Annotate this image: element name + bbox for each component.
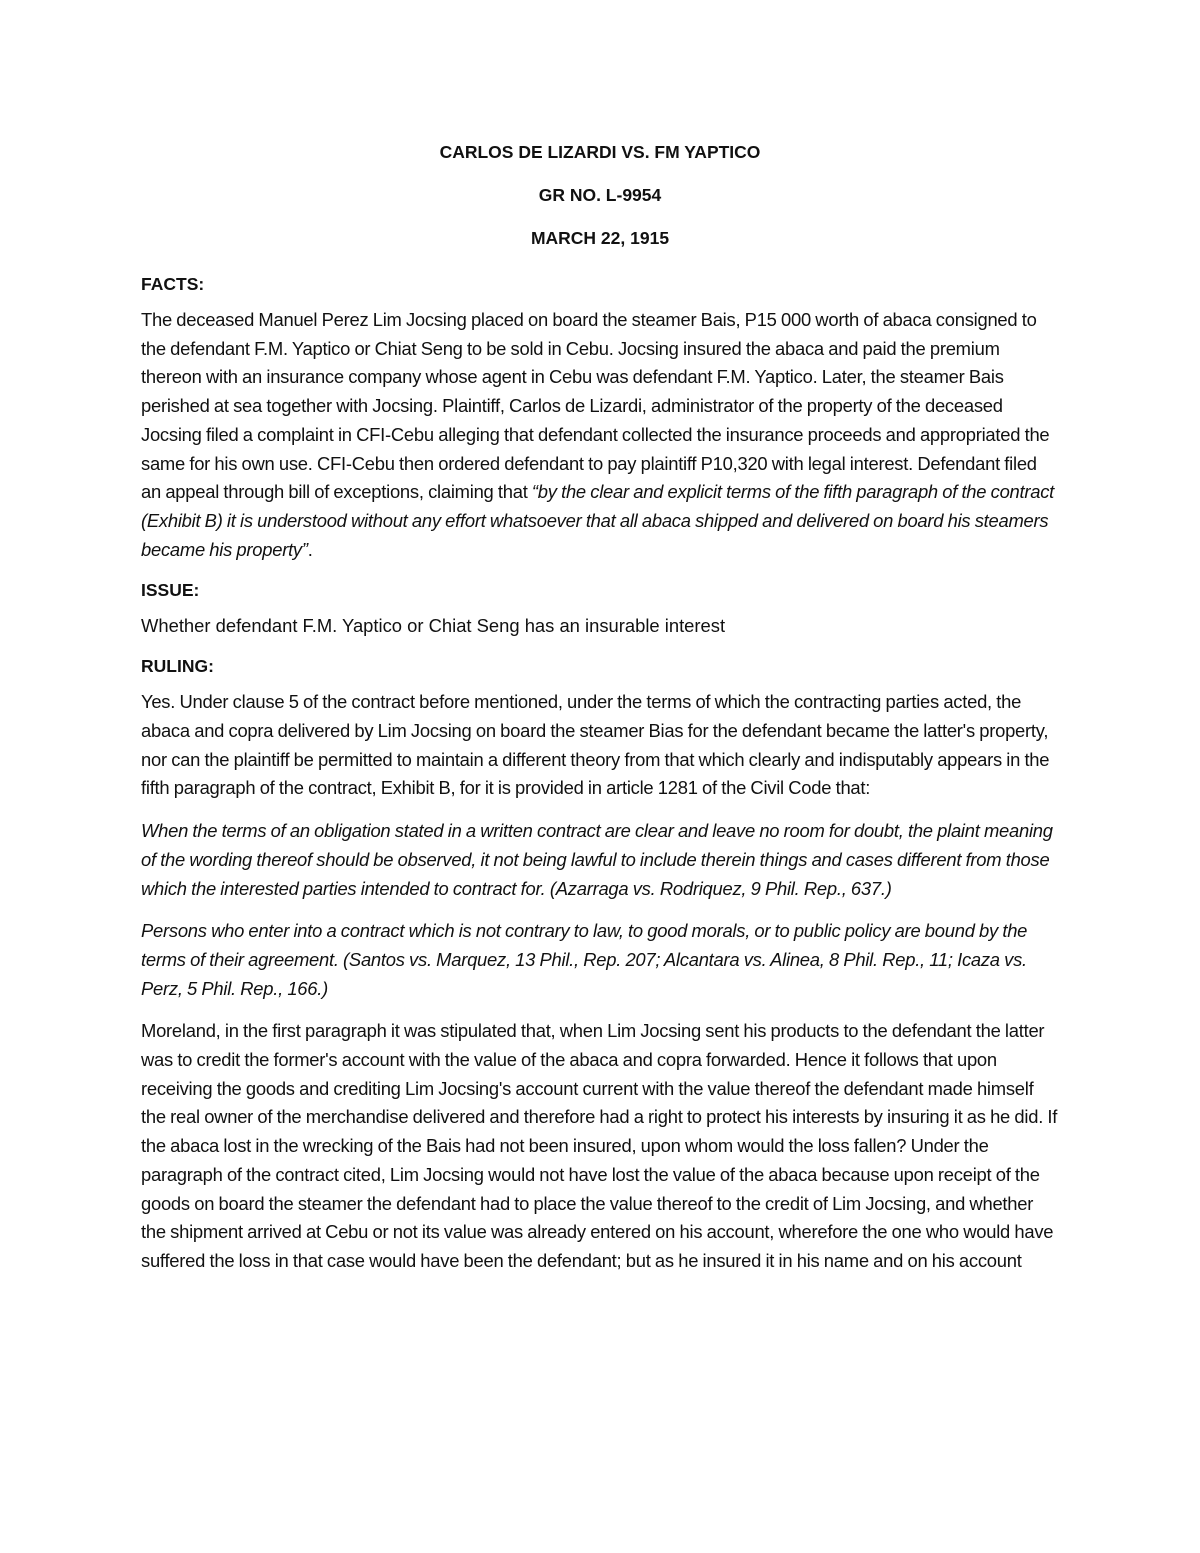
- ruling-paragraph-1: Yes. Under clause 5 of the contract before mentioned, under the terms of which the contracting parties acted, the abaca and copra delivered by Lim Jocsing on board the steamer Bias for the defendant became the latter's property, nor can the plaintiff be permitted to maintain a different theory from that which clearly and indisputably appears in the fifth paragraph of the contract, Exhibit B, for it is provided in article 1281 of the Civil Code that:: [141, 691, 1050, 799]
- case-gr-number: GR NO. L-9954: [538, 185, 662, 205]
- case-date: MARCH 22, 1915: [530, 228, 670, 248]
- facts-end: .: [307, 538, 313, 560]
- case-title: CARLOS DE LIZARDI VS. FM YAPTICO: [439, 142, 761, 162]
- ruling-heading: RULING:: [141, 656, 214, 677]
- ruling-quote-2: Persons who enter into a contract which is not contrary to law, to good morals, or to public policy are bound by the terms of their agreement. (Santos vs. Marquez, 13 Phil., Rep. 207; Alcantara vs. Alinea, 8 Phil. Rep., 11; Icaza vs. Perz, 5 Phil. Rep., 166.): [141, 920, 1028, 999]
- facts-paragraph: [141, 306, 1059, 564]
- issue-heading: ISSUE:: [141, 580, 200, 601]
- ruling-paragraph-2: Moreland, in the first paragraph it was stipulated that, when Lim Jocsing sent his products to the defendant the latter was to credit the former's account with the value of the abaca and copra forwarded. Hence it follows that upon receiving the goods and crediting Lim Jocsing's account current with the value thereof the defendant made himself the real owner of the merchandise delivered and therefore had a right to protect his interests by insuring it as he did. If the abaca lost in the wrecking of the Bais had not been insured, upon whom would the loss fallen? Under the paragraph of the contract cited, Lim Jocsing would not have lost the value of the abaca because upon receipt of the goods on board the steamer the defendant had to place the value thereof to the credit of Lim Jocsing, and whether the shipment arrived at Cebu or not its value was already entered on his account, wherefore the one who would have suffered the loss in that case would have been the defendant; but as he insured it in his name and on his account: [141, 1020, 1058, 1271]
- facts-text: The deceased Manuel Perez Lim Jocsing placed on board the steamer Bais, P15 000 worth of abaca consigned to the defendant F.M. Yaptico or Chiat Seng to be sold in Cebu. Jocsing insured the abaca and paid the premium thereon with an insurance company whose agent in Cebu was defendant F.M. Yaptico. Later, the steamer Bais perished at sea together with Jocsing. Plaintiff, Carlos de Lizardi, administrator of the property of the deceased Jocsing filed a complaint in CFI-Cebu alleging that defendant collected the insurance proceeds and appropriated the same for his own use. CFI-Cebu then ordered defendant to pay plaintiff P10,320 with legal interest. Defendant filed an appeal through bill of exceptions, claiming that: [141, 309, 1050, 503]
- ruling-quote-1: When the terms of an obligation stated in a written contract are clear and leave no room for doubt, the plaint meaning of the wording thereof should be observed, it not being lawful to include therein things and cases different from those which the interested parties intended to contract for. (Azarraga vs. Rodriquez, 9 Phil. Rep., 637.): [141, 820, 1053, 899]
- document-page: [141, 140, 1059, 1290]
- facts-heading: FACTS:: [141, 274, 205, 294]
- facts-quote: “by the clear and explicit terms of the fifth paragraph of the contract (Exhibit B) it is understood without any effort whatsoever that all abaca shipped and delivered on board his steamers became his property”: [141, 481, 1055, 560]
- issue-text: Whether defendant F.M. Yaptico or Chiat Seng has an insurable interest: [141, 615, 726, 637]
